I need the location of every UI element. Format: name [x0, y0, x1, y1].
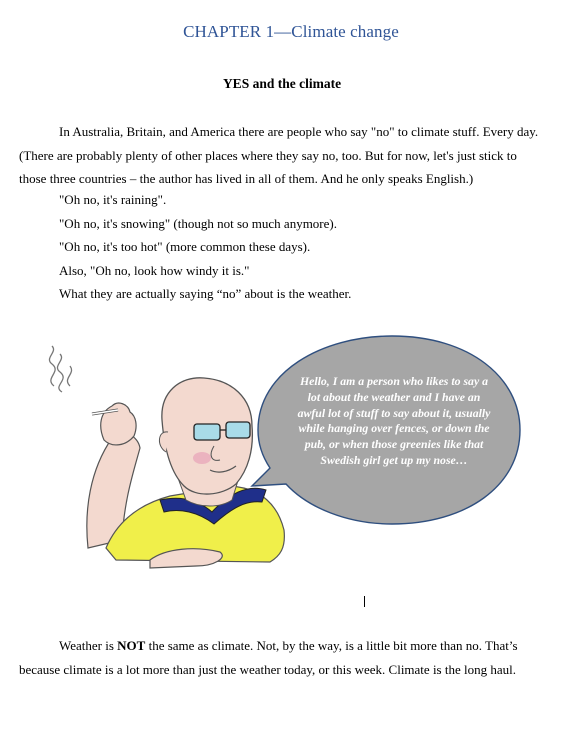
- intro-paragraph-text: In Australia, Britain, and America there are people who say "no" to climate stuff. Every day. (There are probably plenty of other places where they say no, too. But for now, let's just stick to those three countries – the author has lived in all of them. And he only speaks English.): [19, 124, 539, 186]
- quote-line-windy: Also, "Oh no, look how windy it is.": [59, 263, 250, 278]
- smoke-wisp: [49, 346, 71, 392]
- closing-rest: the same as climate. Not, by the way, is a little bit more than no. That’s because climate is a lot more than just the weather today, or this week. Climate is the long haul.: [19, 638, 518, 677]
- text-cursor: [364, 596, 365, 607]
- man-hand: [101, 403, 136, 445]
- quote-line-raining: "Oh no, it's raining".: [59, 192, 167, 207]
- section-title: YES and the climate: [222, 76, 342, 91]
- closing-start: Weather is: [59, 638, 118, 653]
- quote-line-weather: What they are actually saying “no” about is the weather.: [59, 286, 352, 301]
- closing-emphasis: NOT: [117, 638, 146, 653]
- quote-line-hot: "Oh no, it's too hot" (more common these days).: [59, 239, 311, 254]
- quote-line-snowing: "Oh no, it's snowing" (though not so much anymore).: [59, 216, 337, 231]
- speech-bubble-text: Hello, I am a person who likes to say a lot about the weather and I have an awful lot of stuff to say about it, usually while hanging over fences, or down the pub, or when those greenies like that Swedish girl get up my nose…: [297, 374, 491, 467]
- closing-paragraph: [19, 634, 543, 681]
- chapter-title: CHAPTER 1—Climate change: [183, 22, 399, 41]
